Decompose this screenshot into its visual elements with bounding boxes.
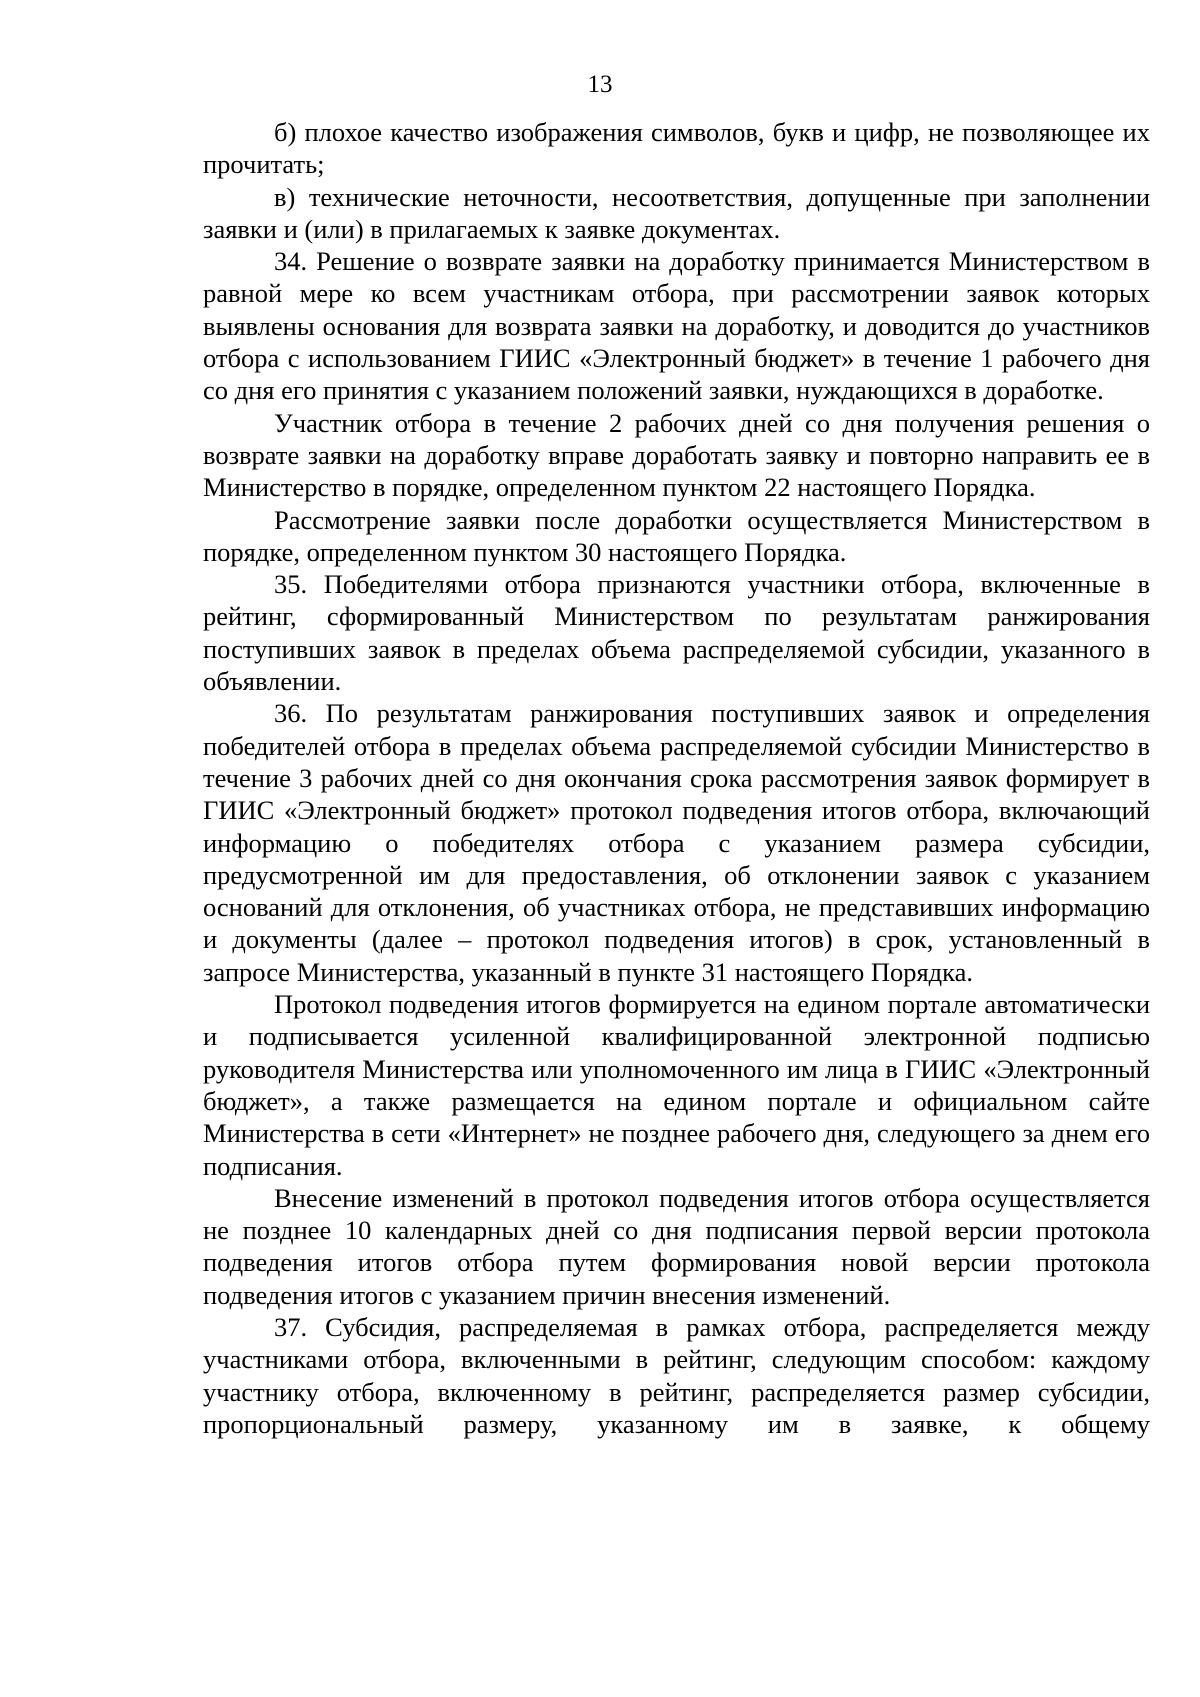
paragraph-item-b: б) плохое качество изображения символов, букв и цифр, не позволяющее их прочитать; <box>203 117 1150 180</box>
paragraph-clause-36: 36. По результатам ранжирования поступивших заявок и определения победителей отбора в пределах объема распределяемой субсидии Министерство в течение 3 рабочих дней со дня окончания срока рассмотрения заявок формирует в ГИИС «Электронный бюджет» протокол подведения итогов отбора, включающий информацию о победителях отбора с указанием размера субсидии, предусмотренной им для предоставления, об отклонении заявок с указанием оснований для отклонения, об участниках отбора, не представивших информацию и документы (далее – протокол подведения итогов) в срок, установленный в запросе Министерства, указанный в пункте 31 настоящего Порядка. <box>203 698 1150 987</box>
paragraph-review-after-revision: Рассмотрение заявки после доработки осуществляется Министерством в порядке, определенном пунктом 30 настоящего Порядка. <box>203 504 1150 567</box>
paragraph-clause-35: 35. Победителями отбора признаются участники отбора, включенные в рейтинг, сформированный Министерством по результатам ранжирования поступивших заявок в пределах объема распределяемой субсидии, указанного в объявлении. <box>203 569 1150 697</box>
paragraph-protocol-changes: Внесение изменений в протокол подведения итогов отбора осуществляется не позднее 10 календарных дней со дня подписания первой версии протокола подведения итогов отбора путем формирования новой версии протокола подведения итогов с указанием причин внесения изменений. <box>203 1182 1150 1310</box>
paragraph-item-v: в) технические неточности, несоответствия, допущенные при заполнении заявки и (или) в прилагаемых к заявке документах. <box>203 181 1150 244</box>
paragraph-protocol: Протокол подведения итогов формируется на едином портале автоматически и подписывается усиленной квалифицированной электронной подписью руководителя Министерства или уполномоченного им лица в ГИИС «Электронный бюджет», а также размещается на едином портале и официальном сайте Министерства в сети «Интернет» не позднее рабочего дня, следующего за днем его подписания. <box>203 989 1150 1181</box>
document-body <box>203 116 1150 1440</box>
paragraph-clause-34: 34. Решение о возврате заявки на доработку принимается Министерством в равной мере ко всем участникам отбора, при рассмотрении заявок которых выявлены основания для возврата заявки на доработку, и доводится до участников отбора с использованием ГИИС «Электронный бюджет» в течение 1 рабочего дня со дня его принятия с указанием положений заявки, нуждающихся в доработке. <box>203 246 1150 406</box>
paragraph-resubmission: Участник отбора в течение 2 рабочих дней со дня получения решения о возврате заявки на доработку вправе доработать заявку и повторно направить ее в Министерство в порядке, определенном пунктом 22 настоящего Порядка. <box>203 407 1150 503</box>
page-number: 13 <box>587 71 613 98</box>
paragraph-clause-37: 37. Субсидия, распределяемая в рамках отбора, распределяется между участниками отбора, включенными в рейтинг, следующим способом: каждому участнику отбора, включенному в рейтинг, распределяется размер субсидии, пропорциональный размеру, указанному им в заявке, к общему <box>203 1311 1150 1439</box>
